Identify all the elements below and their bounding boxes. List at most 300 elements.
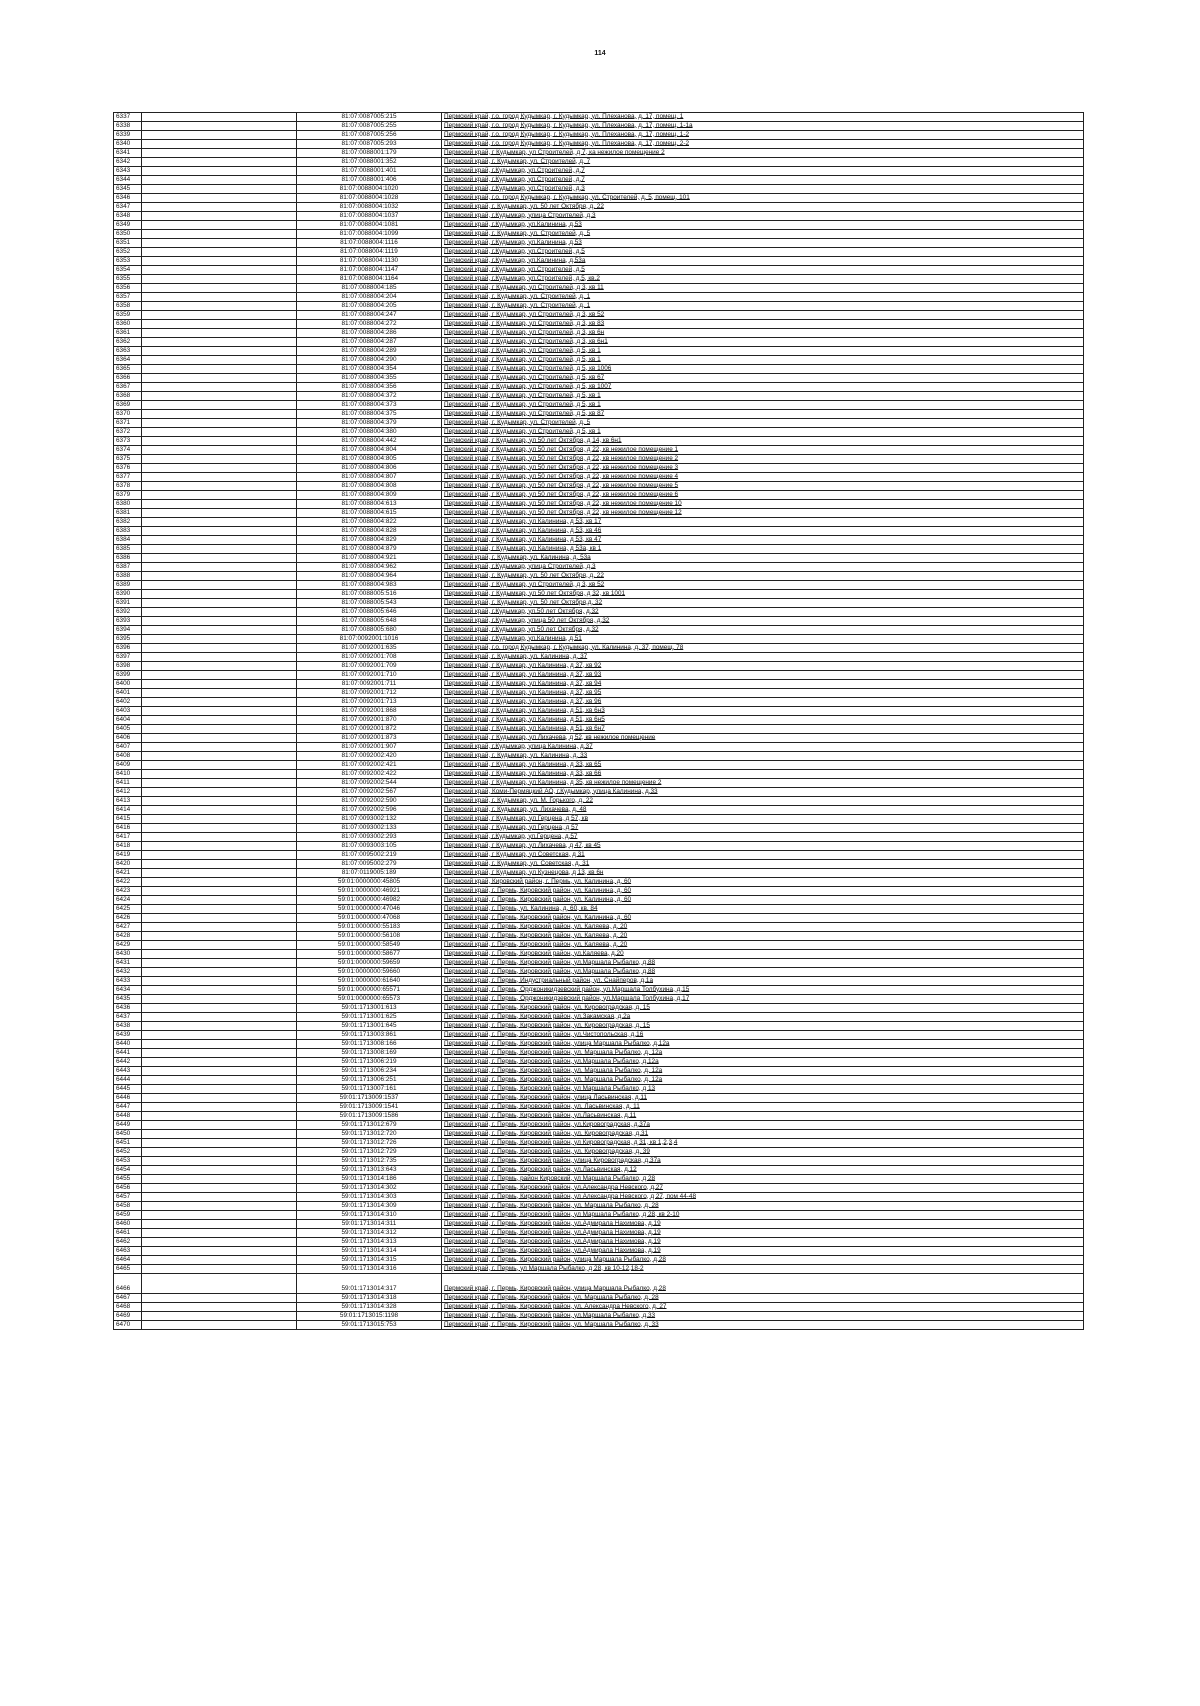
row-number-cell: 6397 — [114, 653, 142, 662]
empty-cell — [142, 275, 297, 284]
row-number-cell: 6452 — [114, 1148, 142, 1157]
empty-cell — [142, 617, 297, 626]
table-row — [114, 788, 1084, 797]
address-cell: Пермский край, г Кудымкар, ул 50 лет Октября, д 22, кв нежилое помещение 4 — [442, 473, 1084, 482]
empty-cell — [142, 1148, 297, 1157]
empty-cell — [142, 824, 297, 833]
empty-cell — [142, 968, 297, 977]
table-row — [114, 212, 1084, 221]
address-cell: Пермский край, г Кудымкар, ул 50 лет Октября, д 22, кв нежилое помещение 3 — [442, 464, 1084, 473]
table-row — [114, 419, 1084, 428]
table-row — [114, 743, 1084, 752]
table-row — [114, 824, 1084, 833]
address-cell: Пермский край, г Кудымкар, ул Строителей, д 3, кв 83 — [442, 320, 1084, 329]
row-number-cell: 6467 — [114, 1294, 142, 1303]
empty-cell — [142, 734, 297, 743]
table-row — [114, 329, 1084, 338]
cadastral-number-cell: 81:07:0088004:1099 — [297, 230, 442, 239]
address-cell: Пермский край, г.Кудымкар, улица Калинина, д.37 — [442, 743, 1084, 752]
cadastral-number-cell: 59:01:1713014:315 — [297, 1256, 442, 1265]
table-row — [114, 194, 1084, 203]
empty-cell — [142, 455, 297, 464]
table-row — [114, 446, 1084, 455]
empty-cell — [142, 1193, 297, 1202]
row-number-cell: 6439 — [114, 1031, 142, 1040]
empty-cell — [142, 707, 297, 716]
empty-cell — [142, 1040, 297, 1049]
empty-cell — [142, 149, 297, 158]
address-cell: Пермский край, г.о. город Кудымкар, г. Кудымкар, ул. Плеханова, д. 17, помещ. 1-1а — [442, 122, 1084, 131]
empty-cell — [142, 1294, 297, 1303]
table-row — [114, 149, 1084, 158]
table-row — [114, 608, 1084, 617]
row-number-cell: 6406 — [114, 734, 142, 743]
cadastral-number-cell: 81:07:0088004:1164 — [297, 275, 442, 284]
empty-cell — [142, 563, 297, 572]
address-cell: Пермский край, г Кудымкар, ул Калинина, д 53, кв 47 — [442, 536, 1084, 545]
table-row — [114, 1184, 1084, 1193]
address-cell: Пермский край, г. Пермь, Кировский район, улица Ласьвинская, д.11 — [442, 1094, 1084, 1103]
row-number-cell: 6418 — [114, 842, 142, 851]
cadastral-number-cell: 81:07:0088004:613 — [297, 500, 442, 509]
cadastral-number-cell: 59:01:1713014:309 — [297, 1202, 442, 1211]
cadastral-number-cell: 81:07:0088004:804 — [297, 446, 442, 455]
empty-cell — [142, 185, 297, 194]
table-row — [114, 464, 1084, 473]
cadastral-number-cell: 59:01:1713015:1198 — [297, 1312, 442, 1321]
table-row — [114, 356, 1084, 365]
row-number-cell: 6351 — [114, 239, 142, 248]
cadastral-number-cell: 81:07:0088005:680 — [297, 626, 442, 635]
address-cell: Пермский край, г.Кудымкар, ул.Строителей, д.7 — [442, 167, 1084, 176]
table-row — [114, 563, 1084, 572]
row-number-cell: 6401 — [114, 689, 142, 698]
cadastral-number-cell: 81:07:0092001:713 — [297, 698, 442, 707]
table-row — [114, 491, 1084, 500]
address-cell: Пермский край, г. Пермь, Кировский район, ул.Маршала Рыбалко, д.12а — [442, 1058, 1084, 1067]
cadastral-number-cell: 59:01:0000000:65571 — [297, 986, 442, 995]
cadastral-number-cell: 81:07:0088004:1119 — [297, 248, 442, 257]
row-number-cell: 6462 — [114, 1238, 142, 1247]
empty-cell — [142, 1058, 297, 1067]
address-cell: Пермский край, г Кудымкар, ул 50 лет Октября, д 22, кв нежилое помещение 1 — [442, 446, 1084, 455]
row-number-cell: 6368 — [114, 392, 142, 401]
address-cell: Пермский край, г Кудымкар, ул Строителей, д 5, кв 1 — [442, 392, 1084, 401]
empty-cell — [142, 635, 297, 644]
empty-cell — [142, 1130, 297, 1139]
empty-cell — [142, 761, 297, 770]
empty-cell — [142, 1220, 297, 1229]
table-row — [114, 941, 1084, 950]
row-number-cell: 6458 — [114, 1202, 142, 1211]
row-number-cell: 6370 — [114, 410, 142, 419]
table-row — [114, 1274, 1084, 1294]
table-row — [114, 779, 1084, 788]
address-cell: Пермский край, г Кудымкар, ул Строителей, д 5, кв 1 — [442, 428, 1084, 437]
address-cell: Пермский край, г Кудымкар, ул Строителей, д 3, кв 6н — [442, 329, 1084, 338]
row-number-cell: 6466 — [114, 1274, 142, 1294]
address-cell: Пермский край, г. Пермь, Кировский район, ул. Маршала Рыбалко, д. 12а — [442, 1067, 1084, 1076]
table-row — [114, 1031, 1084, 1040]
table-row — [114, 509, 1084, 518]
cadastral-number-cell: 59:01:1713014:314 — [297, 1247, 442, 1256]
empty-cell — [142, 662, 297, 671]
address-cell: Пермский край, г. Пермь, ул. Калинина, д. 60, кв. 84 — [442, 905, 1084, 914]
empty-cell — [142, 266, 297, 275]
table-row — [114, 671, 1084, 680]
table-row — [114, 644, 1084, 653]
cadastral-number-cell: 81:07:0092002:544 — [297, 779, 442, 788]
row-number-cell: 6354 — [114, 266, 142, 275]
address-cell: Пермский край, г.Кудымкар, ул.Калинина, д.53а — [442, 257, 1084, 266]
cadastral-number-cell: 81:07:0092001:907 — [297, 743, 442, 752]
address-cell: Пермский край, г. Пермь, Кировский район, улица Маршала Рыбалко, д.28 — [442, 1274, 1084, 1294]
empty-cell — [142, 473, 297, 482]
row-number-cell: 6424 — [114, 896, 142, 905]
address-cell: Пермский край, г. Пермь, Кировский район, ул.Каляева, д.20 — [442, 950, 1084, 959]
cadastral-number-cell: 59:01:1713014:312 — [297, 1229, 442, 1238]
cadastral-number-cell: 59:01:1713014:316 — [297, 1265, 442, 1274]
row-number-cell: 6352 — [114, 248, 142, 257]
registry-body — [114, 113, 1084, 1330]
cadastral-number-cell: 81:07:0088004:983 — [297, 581, 442, 590]
row-number-cell: 6413 — [114, 797, 142, 806]
empty-cell — [142, 842, 297, 851]
row-number-cell: 6398 — [114, 662, 142, 671]
address-cell: Пермский край, г. Пермь, Кировский район, ул. Ласьвинская, д. 11 — [442, 1103, 1084, 1112]
cadastral-number-cell: 81:07:0092002:590 — [297, 797, 442, 806]
address-cell: Пермский край, г.Кудымкар, ул.50 лет Октября, д.32 — [442, 608, 1084, 617]
row-number-cell: 6446 — [114, 1094, 142, 1103]
row-number-cell: 6411 — [114, 779, 142, 788]
address-cell: Пермский край, г.Кудымкар, улица 50 лет Октября, д.32 — [442, 617, 1084, 626]
table-row — [114, 932, 1084, 941]
empty-cell — [142, 527, 297, 536]
address-cell: Пермский край, г Кудымкар, ул 50 лет Октября, д 22, кв нежилое помещение 2 — [442, 455, 1084, 464]
empty-cell — [142, 833, 297, 842]
table-row — [114, 1193, 1084, 1202]
cadastral-number-cell: 81:07:0092002:421 — [297, 761, 442, 770]
address-cell: Пермский край, г. Пермь, Орджоникидзевский район, ул.Маршала Толбухина, д.17 — [442, 995, 1084, 1004]
table-row — [114, 977, 1084, 986]
address-cell: Пермский край, г. Кудымкар, ул. М. Горького, д. 22 — [442, 797, 1084, 806]
address-cell: Пермский край, г.Кудымкар, ул.Строителей, д.5, кв.2 — [442, 275, 1084, 284]
empty-cell — [142, 536, 297, 545]
table-row — [114, 401, 1084, 410]
address-cell: Пермский край, г. Пермь, Кировский район, ул. Каляева, д. 20 — [442, 941, 1084, 950]
address-cell: Пермский край, г.Кудымкар, ул.Строителей, д.3 — [442, 185, 1084, 194]
address-cell: Пермский край, г Кудымкар, ул 50 лет Октября, д 22, кв нежилое помещение 12 — [442, 509, 1084, 518]
empty-cell — [142, 1157, 297, 1166]
cadastral-number-cell: 81:07:0092002:567 — [297, 788, 442, 797]
cadastral-number-cell: 59:01:1713012:726 — [297, 1139, 442, 1148]
cadastral-number-cell: 59:01:1713006:251 — [297, 1076, 442, 1085]
address-cell: Пермский край, г Кудымкар, ул Калинина, д 37, кв 92 — [442, 662, 1084, 671]
table-row — [114, 869, 1084, 878]
table-row — [114, 311, 1084, 320]
address-cell: Пермский край, г.Кудымкар, ул.Калинина, д.51 — [442, 635, 1084, 644]
empty-cell — [142, 410, 297, 419]
row-number-cell: 6360 — [114, 320, 142, 329]
cadastral-number-cell: 59:01:1713009:1586 — [297, 1112, 442, 1121]
empty-cell — [142, 356, 297, 365]
empty-cell — [142, 797, 297, 806]
row-number-cell: 6465 — [114, 1265, 142, 1274]
row-number-cell: 6365 — [114, 365, 142, 374]
table-row — [114, 1265, 1084, 1274]
row-number-cell: 6359 — [114, 311, 142, 320]
empty-cell — [142, 365, 297, 374]
cadastral-number-cell: 59:01:0000000:47068 — [297, 914, 442, 923]
row-number-cell: 6379 — [114, 491, 142, 500]
cadastral-number-cell: 81:07:0088004:822 — [297, 518, 442, 527]
table-row — [114, 734, 1084, 743]
empty-cell — [142, 869, 297, 878]
empty-cell — [142, 1031, 297, 1040]
table-row — [114, 545, 1084, 554]
row-number-cell: 6369 — [114, 401, 142, 410]
table-row — [114, 302, 1084, 311]
cadastral-number-cell: 59:01:1713014:311 — [297, 1220, 442, 1229]
address-cell: Пермский край, г Кудымкар, ул Строителей, д 7, ка нежилое помещение 2 — [442, 149, 1084, 158]
cadastral-number-cell: 81:07:0088005:516 — [297, 590, 442, 599]
row-number-cell: 6469 — [114, 1312, 142, 1321]
table-row — [114, 635, 1084, 644]
empty-cell — [142, 221, 297, 230]
address-cell: Пермский край, г. Кудымкар, ул. 50 лет Октября, д. 22 — [442, 203, 1084, 212]
address-cell: Пермский край, г. Пермь, Кировский район, ул Кировоградская, д 31, кв 1,2,3,4 — [442, 1139, 1084, 1148]
empty-cell — [142, 626, 297, 635]
cadastral-number-cell: 81:07:0092001:711 — [297, 680, 442, 689]
address-cell: Пермский край, г. Пермь, Кировский район, ул Александра Невского, д 27, пом 44-48 — [442, 1193, 1084, 1202]
row-number-cell: 6419 — [114, 851, 142, 860]
cadastral-number-cell: 81:07:0088005:648 — [297, 617, 442, 626]
table-row — [114, 1049, 1084, 1058]
cadastral-number-cell: 81:07:0119005:189 — [297, 869, 442, 878]
address-cell: Пермский край, г Кудымкар, ул Калинина, д 51, кв 6н5 — [442, 716, 1084, 725]
cadastral-number-cell: 59:01:1713001:625 — [297, 1013, 442, 1022]
row-number-cell: 6421 — [114, 869, 142, 878]
row-number-cell: 6344 — [114, 176, 142, 185]
cadastral-number-cell: 59:01:1713001:645 — [297, 1022, 442, 1031]
cadastral-number-cell: 81:07:0088004:1130 — [297, 257, 442, 266]
row-number-cell: 6408 — [114, 752, 142, 761]
table-row — [114, 338, 1084, 347]
address-cell: Пермский край, г Кудымкар, ул Калинина, д 37, кв 93 — [442, 671, 1084, 680]
row-number-cell: 6361 — [114, 329, 142, 338]
cadastral-number-cell: 81:07:0088004:1020 — [297, 185, 442, 194]
table-row — [114, 815, 1084, 824]
cadastral-number-cell: 81:07:0088004:289 — [297, 347, 442, 356]
table-row — [114, 428, 1084, 437]
row-number-cell: 6440 — [114, 1040, 142, 1049]
address-cell: Пермский край, г. Пермь, Кировский район, ул. Маршала Рыбалко, д. 12а — [442, 1076, 1084, 1085]
row-number-cell: 6423 — [114, 887, 142, 896]
empty-cell — [142, 257, 297, 266]
cadastral-number-cell: 59:01:1713014:313 — [297, 1238, 442, 1247]
cadastral-number-cell: 81:07:0088004:808 — [297, 482, 442, 491]
table-row — [114, 806, 1084, 815]
table-row — [114, 455, 1084, 464]
empty-cell — [142, 644, 297, 653]
row-number-cell: 6340 — [114, 140, 142, 149]
empty-cell — [142, 338, 297, 347]
empty-cell — [142, 1238, 297, 1247]
address-cell: Пермский край, г Кудымкар, ул Строителей, д 3, кв 52 — [442, 581, 1084, 590]
empty-cell — [142, 698, 297, 707]
empty-cell — [142, 779, 297, 788]
row-number-cell: 6433 — [114, 977, 142, 986]
cadastral-number-cell: 59:01:1713012:679 — [297, 1121, 442, 1130]
address-cell: Пермский край, г. Пермь, Индустриальный район, ул. Снайперов, д.1а — [442, 977, 1084, 986]
empty-cell — [142, 1211, 297, 1220]
empty-cell — [142, 293, 297, 302]
address-cell: Пермский край, г. Кудымкар, ул. Строителей, д. 1 — [442, 293, 1084, 302]
row-number-cell: 6387 — [114, 563, 142, 572]
row-number-cell: 6342 — [114, 158, 142, 167]
cadastral-number-cell: 81:07:0088001:401 — [297, 167, 442, 176]
address-cell: Пермский край, г. Пермь, Кировский район, ул.Маршала Рыбалко, д.88 — [442, 959, 1084, 968]
empty-cell — [142, 1274, 297, 1294]
row-number-cell: 6399 — [114, 671, 142, 680]
cadastral-number-cell: 81:07:0087005:255 — [297, 122, 442, 131]
row-number-cell: 6410 — [114, 770, 142, 779]
address-cell: Пермский край, г. Пермь, Кировский район, ул Маршала Рыбалко, д 13 — [442, 1085, 1084, 1094]
table-row — [114, 1139, 1084, 1148]
address-cell: Пермский край, г Кудымкар, ул Строителей, д 5, кв 1 — [442, 401, 1084, 410]
row-number-cell: 6362 — [114, 338, 142, 347]
row-number-cell: 6453 — [114, 1157, 142, 1166]
table-row — [114, 1040, 1084, 1049]
empty-cell — [142, 284, 297, 293]
address-cell: Пермский край, г. Пермь, Кировский район, ул Маршала Рыбалко, д 28, кв 2-10 — [442, 1211, 1084, 1220]
address-cell: Пермский край, г. Пермь, Кировский район, ул. Кировоградская, д. 15 — [442, 1004, 1084, 1013]
table-row — [114, 599, 1084, 608]
cadastral-number-cell: 81:07:0092001:710 — [297, 671, 442, 680]
address-cell: Пермский край, г. Пермь, Кировский район, ул. Калинина, д. 60 — [442, 887, 1084, 896]
cadastral-number-cell: 81:07:0092001:709 — [297, 662, 442, 671]
table-row — [114, 374, 1084, 383]
address-cell: Пермский край, г.о. город Кудымкар, г. Кудымкар, ул. Плеханова, д. 17, помещ. 1-2 — [442, 131, 1084, 140]
empty-cell — [142, 1256, 297, 1265]
empty-cell — [142, 1265, 297, 1274]
cadastral-number-cell: 81:07:0088004:372 — [297, 392, 442, 401]
table-row — [114, 185, 1084, 194]
cadastral-number-cell: 59:01:0000000:59659 — [297, 959, 442, 968]
cadastral-number-cell: 81:07:0093002:132 — [297, 815, 442, 824]
empty-cell — [142, 1312, 297, 1321]
address-cell: Пермский край, г Кудымкар, ул Строителей, д 5, кв 1 — [442, 356, 1084, 365]
empty-cell — [142, 212, 297, 221]
empty-cell — [142, 851, 297, 860]
table-row — [114, 752, 1084, 761]
table-row — [114, 1067, 1084, 1076]
table-row — [114, 1022, 1084, 1031]
cadastral-number-cell: 59:01:1713014:328 — [297, 1303, 442, 1312]
row-number-cell: 6396 — [114, 644, 142, 653]
address-cell: Пермский край, г. Пермь, Кировский район, ул. Маршала Рыбалко, д. 12а — [442, 1049, 1084, 1058]
cadastral-number-cell: 81:07:0088004:1028 — [297, 194, 442, 203]
address-cell: Пермский край, г. Пермь, Кировский район, ул. Маршала Рыбалко, д. 28 — [442, 1202, 1084, 1211]
address-cell: Пермский край, г. Пермь, Кировский район, ул. Маршала Рыбалко, д. 33 — [442, 1321, 1084, 1330]
table-row — [114, 167, 1084, 176]
table-row — [114, 500, 1084, 509]
cadastral-number-cell: 81:07:0092002:420 — [297, 752, 442, 761]
empty-cell — [142, 590, 297, 599]
address-cell: Пермский край, г Кудымкар, ул Кузнецова, д 13, кв 6н — [442, 869, 1084, 878]
table-row — [114, 860, 1084, 869]
cadastral-number-cell: 59:01:1713007:161 — [297, 1085, 442, 1094]
table-row — [114, 770, 1084, 779]
row-number-cell: 6391 — [114, 599, 142, 608]
address-cell: Пермский край, г.Кудымкар, ул.Калинина, д.53 — [442, 221, 1084, 230]
table-row — [114, 527, 1084, 536]
row-number-cell: 6416 — [114, 824, 142, 833]
empty-cell — [142, 347, 297, 356]
address-cell: Пермский край, г Кудымкар, ул Строителей, д 3, кв 6н1 — [442, 338, 1084, 347]
empty-cell — [142, 950, 297, 959]
cadastral-number-cell: 81:07:0092001:635 — [297, 644, 442, 653]
table-row — [114, 707, 1084, 716]
address-cell: Пермский край, г. Пермь, Кировский район, ул.Кировоградская, д.37а — [442, 1121, 1084, 1130]
table-row — [114, 365, 1084, 374]
cadastral-number-cell: 81:07:0088004:964 — [297, 572, 442, 581]
address-cell: Пермский край, г Кудымкар, ул 50 лет Октября, д 22, кв нежилое помещение 10 — [442, 500, 1084, 509]
table-row — [114, 1157, 1084, 1166]
table-row — [114, 680, 1084, 689]
empty-cell — [142, 581, 297, 590]
row-number-cell: 6450 — [114, 1130, 142, 1139]
address-cell: Пермский край, г Кудымкар, ул Калинина, д 51, кв 6н3 — [442, 707, 1084, 716]
cadastral-number-cell: 81:07:0088004:807 — [297, 473, 442, 482]
table-row — [114, 968, 1084, 977]
cadastral-number-cell: 81:07:0087005:293 — [297, 140, 442, 149]
table-row — [114, 797, 1084, 806]
table-row — [114, 518, 1084, 527]
cadastral-number-cell: 81:07:0088004:829 — [297, 536, 442, 545]
empty-cell — [142, 806, 297, 815]
cadastral-number-cell: 81:07:0088001:352 — [297, 158, 442, 167]
empty-cell — [142, 383, 297, 392]
table-row — [114, 1130, 1084, 1139]
address-cell: Пермский край, г. Пермь, Кировский район, ул. Калинина, д. 60 — [442, 914, 1084, 923]
table-row — [114, 698, 1084, 707]
row-number-cell: 6425 — [114, 905, 142, 914]
table-row — [114, 887, 1084, 896]
cadastral-number-cell: 81:07:0088004:805 — [297, 455, 442, 464]
address-cell: Пермский край, г.Кудымкар, ул.Калинина, д.53 — [442, 239, 1084, 248]
row-number-cell: 6431 — [114, 959, 142, 968]
address-cell: Пермский край, г. Пермь, Кировский район, ул.Адмирала Нахимова, д.19 — [442, 1220, 1084, 1229]
cadastral-number-cell: 59:01:1713009:1537 — [297, 1094, 442, 1103]
table-row — [114, 284, 1084, 293]
row-number-cell: 6454 — [114, 1166, 142, 1175]
table-row — [114, 923, 1084, 932]
empty-cell — [142, 500, 297, 509]
address-cell: Пермский край, г. Пермь, Кировский район, ул.Маршала Рыбалко, д.33 — [442, 1312, 1084, 1321]
empty-cell — [142, 320, 297, 329]
row-number-cell: 6443 — [114, 1067, 142, 1076]
cadastral-number-cell: 59:01:0000000:55183 — [297, 923, 442, 932]
cadastral-number-cell: 59:01:1713014:302 — [297, 1184, 442, 1193]
table-row — [114, 257, 1084, 266]
table-row — [114, 1294, 1084, 1303]
cadastral-number-cell: 59:01:0000000:46921 — [297, 887, 442, 896]
cadastral-number-cell: 81:07:0088004:380 — [297, 428, 442, 437]
table-row — [114, 689, 1084, 698]
address-cell: Пермский край, г. Кудымкар, ул. 50 лет Октября,д. 32 — [442, 599, 1084, 608]
property-registry-table — [113, 112, 1084, 1330]
